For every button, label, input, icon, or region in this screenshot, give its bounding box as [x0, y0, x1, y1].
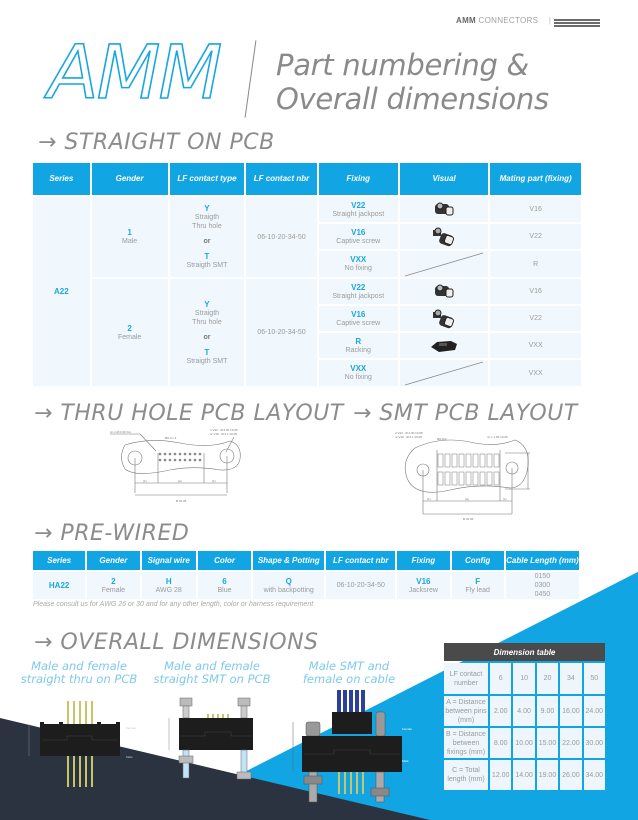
captive-screw-image — [400, 224, 488, 249]
col-signal-wire: Signal wire — [142, 551, 196, 570]
svg-text:(1): (1) — [143, 479, 147, 483]
mating-cell: R — [490, 251, 581, 277]
col-cable-length: Cable Length (mm) — [506, 551, 579, 570]
jackpost-image — [400, 197, 488, 222]
fixing-cell: V16 Jacksrew — [397, 572, 449, 599]
mating-cell: V22 — [490, 224, 581, 249]
dim-row-b: B = Distance between fixings (mm) 8.00 10.00 15.00 22.00 30.00 — [444, 728, 605, 758]
fixing-cell: V22 Straight jackpost — [319, 279, 398, 304]
fixing-cell: V16 Captive screw — [319, 306, 398, 331]
dim-row-contacts: LF contact number 6 10 20 34 50 — [444, 663, 605, 694]
gender-cell-male: 1 Male — [92, 197, 168, 277]
caption-thru: Male and female straight thru on PCB — [20, 659, 138, 686]
contact-nbr-cell-female: 06-10-20-34-50 — [246, 279, 316, 386]
connector-thru-drawing — [22, 692, 142, 800]
contact-nbr-cell-male: 06-10-20-34-50 — [246, 197, 316, 277]
fixing-cell: V22 Straight jackpost — [319, 197, 398, 222]
svg-text:4 V22 : Ø 2.30 ±0.05: 4 V22 : Ø 2.30 ±0.05 — [210, 428, 238, 432]
racking-image — [400, 333, 488, 358]
brand-label — [456, 16, 551, 25]
captive-screw-image — [400, 306, 488, 331]
fixing-cell: V16 Captive screw — [319, 224, 398, 249]
col-color: Color — [198, 551, 251, 570]
series-cell: A22 — [33, 197, 90, 386]
svg-text:Ø0.9 x 2: Ø0.9 x 2 — [165, 436, 177, 440]
col-visual: Visual — [400, 163, 488, 195]
page-subtitle — [276, 48, 549, 116]
hamburger-lines-icon[interactable] — [554, 19, 600, 27]
caption-cable: Male SMT and female on cable — [302, 659, 396, 686]
shape-cell: Q with backpotting — [253, 572, 324, 599]
page-title: AMM — [48, 30, 221, 116]
section-heading-straight: → STRAIGHT ON PCB — [38, 130, 275, 155]
col-fixing: Fixing — [397, 551, 449, 570]
col-gender: Gender — [87, 551, 139, 570]
fixing-cell: VXX No fixing — [319, 251, 398, 277]
brand-rest: CONNECTORS — [478, 16, 539, 25]
thru-hole-layout-drawing — [110, 425, 250, 510]
svg-text:Female: Female — [126, 726, 137, 730]
svg-text:or V16 : Ø 2.1 ±0.05: or V16 : Ø 2.1 ±0.05 — [210, 432, 237, 436]
col-fixing: Fixing — [319, 163, 398, 195]
subtitle-line-1: Part numbering & — [276, 48, 529, 82]
dim-row-a: A = Distance between pins (mm) 2.00 4.00 9.00 16.00 24.00 — [444, 696, 605, 726]
connector-smt-drawing — [165, 696, 265, 796]
col-config: Config — [452, 551, 504, 570]
svg-text:B ±0.05: B ±0.05 — [176, 499, 187, 503]
gender-cell: 2 Female — [87, 572, 139, 599]
svg-text:Female: Female — [402, 727, 413, 731]
col-mating-part: Mating part (fixing) — [490, 163, 581, 195]
cable-length-cell: 0150 0300 0450 — [506, 572, 579, 599]
mating-cell: V16 — [490, 197, 581, 222]
prewired-note: Please consult us for AWG 26 or 30 and for any other length, color or harness requirement — [33, 601, 314, 608]
gender-cell-female: 2 Female — [92, 279, 168, 386]
connector-cable-drawing — [290, 690, 420, 815]
fixing-cell: R Racking — [319, 333, 398, 358]
section-heading-smt: → SMT PCB LAYOUT — [353, 401, 578, 426]
mating-cell: V16 — [490, 279, 581, 304]
svg-text:(1): (1) — [212, 479, 216, 483]
fixing-cell: VXX No fixing — [319, 360, 398, 386]
svg-text:Male: Male — [126, 755, 133, 759]
svg-text:(1): (1) — [503, 497, 507, 501]
jackpost-image — [400, 279, 488, 304]
mating-cell: VXX — [490, 360, 581, 386]
config-cell: F Fly lead — [452, 572, 504, 599]
svg-text:Ø0.9x2: Ø0.9x2 — [437, 437, 447, 441]
straight-table — [31, 161, 583, 388]
caption-smt: Male and female straight SMT on PCB — [153, 659, 271, 686]
col-gender: Gender — [92, 163, 168, 195]
svg-text:nn x 1.50 ±0.05: nn x 1.50 ±0.05 — [487, 435, 508, 439]
dim-row-c: C = Total length (mm) 12.00 14.00 19.00 26.00 34.00 — [444, 760, 605, 790]
series-cell: HA22 — [33, 572, 85, 599]
no-fixing-slash — [400, 251, 488, 277]
brand-separator: | — [548, 16, 552, 25]
svg-text:B ±0.05: B ±0.05 — [463, 517, 474, 521]
svg-text:(a): (a) — [465, 497, 469, 501]
section-heading-overall: → OVERALL DIMENSIONS — [34, 630, 319, 655]
signal-wire-cell: H AWG 28 — [142, 572, 196, 599]
prewired-table — [31, 549, 581, 601]
dimension-table-title: Dimension table — [444, 643, 605, 661]
brand-bold: AMM — [456, 16, 477, 25]
svg-text:Male: Male — [402, 759, 409, 763]
subtitle-line-2: Overall dimensions — [276, 82, 549, 116]
contact-nbr-cell: 06-10-20-34-50 — [326, 572, 395, 599]
svg-text:(1): (1) — [427, 497, 431, 501]
mating-cell: V22 — [490, 306, 581, 331]
mating-cell: VXX — [490, 333, 581, 358]
section-heading-thru-hole: → THRU HOLE PCB LAYOUT — [34, 401, 344, 426]
no-fixing-slash — [400, 360, 488, 386]
svg-text:(a): (a) — [178, 479, 182, 483]
col-lf-contact-nbr: LF contact nbr — [246, 163, 316, 195]
smt-layout-drawing — [395, 428, 535, 523]
svg-text:4 V22 : Ø 2.30 ±0.05: 4 V22 : Ø 2.30 ±0.05 — [395, 431, 423, 435]
col-series: Series — [33, 163, 90, 195]
contact-type-cell-female: Y Straigth Thru hole or T Straigth SMT — [170, 279, 245, 386]
col-lf-contact-nbr: LF contact nbr — [326, 551, 395, 570]
col-shape-potting: Shape & Potting — [253, 551, 324, 570]
color-cell: 6 Blue — [198, 572, 251, 599]
dimension-table — [442, 641, 607, 792]
col-lf-contact-type: LF contact type — [170, 163, 245, 195]
section-heading-prewired: → PRE-WIRED — [34, 521, 190, 546]
svg-text:nn x Ø 0.90 ±xx: nn x Ø 0.90 ±xx — [110, 430, 131, 434]
svg-text:or V16 : Ø 2.1 ±0.05: or V16 : Ø 2.1 ±0.05 — [395, 435, 422, 439]
col-series: Series — [33, 551, 85, 570]
contact-type-cell-male: Y Straigth Thru hole or T Straigth SMT — [170, 197, 245, 277]
